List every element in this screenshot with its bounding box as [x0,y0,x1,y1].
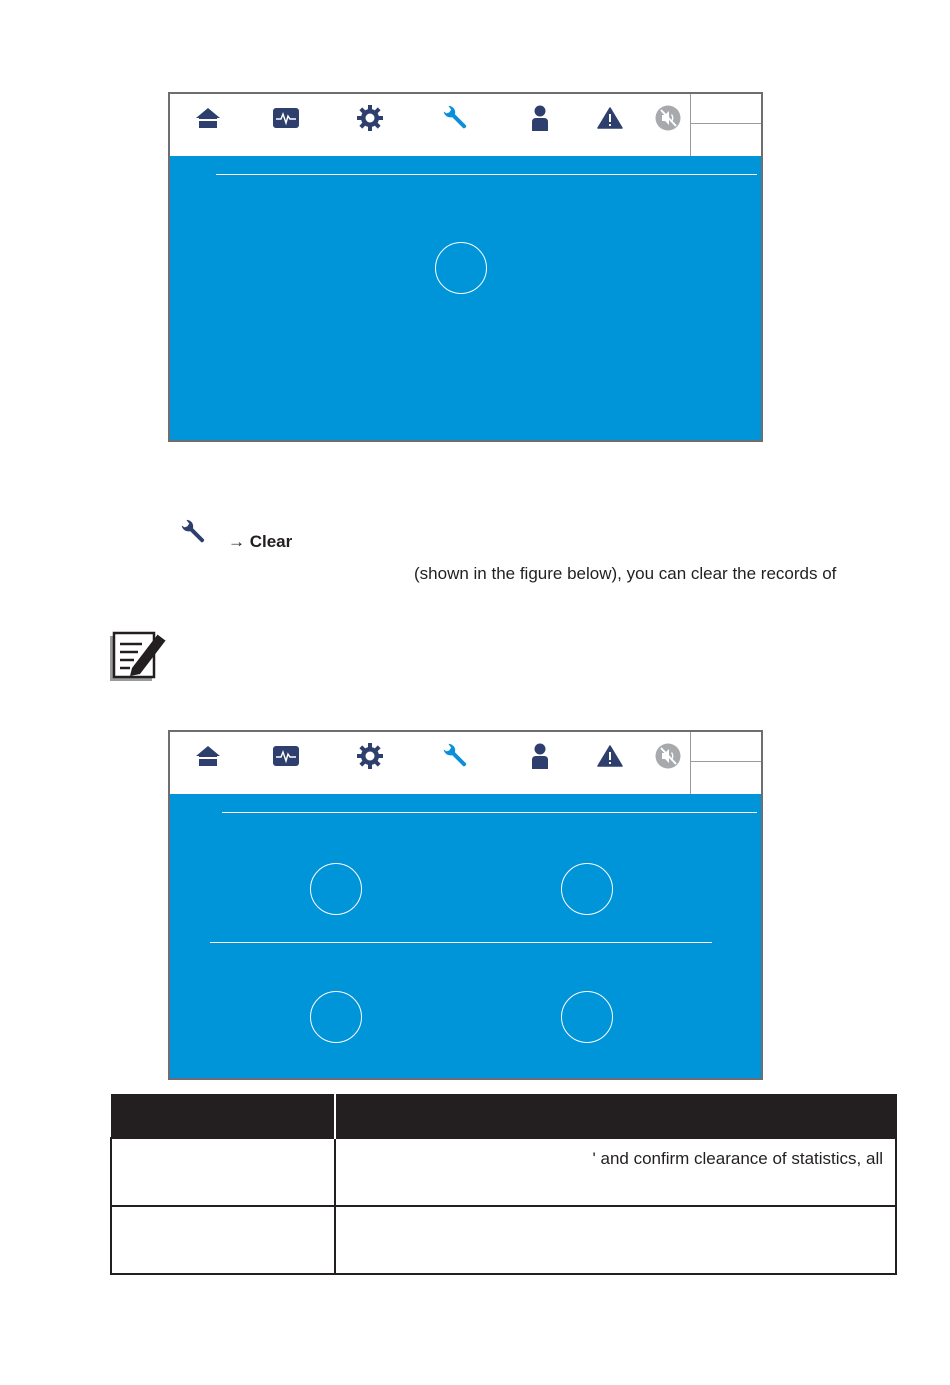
home-icon[interactable] [194,104,222,132]
monitor-icon[interactable] [272,104,300,132]
panel-divider [216,174,757,175]
settings-gear-icon[interactable] [356,742,384,770]
user-icon[interactable] [526,104,554,132]
table-cell-text: ' and confirm clearance of statistics, all [592,1149,883,1168]
clear-events-button[interactable] [310,991,362,1043]
mute-icon[interactable] [654,742,682,770]
panel-divider-top [222,812,757,813]
clear-history-button[interactable] [561,863,613,915]
clear-statistics-button[interactable] [310,863,362,915]
mute-icon[interactable] [654,104,682,132]
monitor-icon[interactable] [272,742,300,770]
warning-icon[interactable] [596,742,624,770]
table-header-cell [111,1095,335,1139]
table-header-row [111,1095,896,1139]
table-header-cell [335,1095,896,1139]
screen-maintenance-top [168,92,763,442]
toolbar-status-box [690,732,761,794]
toolbar [170,94,761,156]
toolbar-status-box [690,94,761,156]
maintenance-wrench-icon[interactable] [440,742,468,770]
clear-logs-button[interactable] [561,991,613,1043]
clear-records-panel [170,794,761,1078]
home-icon[interactable] [194,742,222,770]
table-cell [335,1206,896,1274]
toolbar [170,732,761,794]
note-icon [108,630,170,689]
clear-options-table [110,1094,897,1275]
warning-icon[interactable] [596,104,624,132]
table-cell [111,1138,335,1206]
clear-action-button[interactable] [435,242,487,294]
wrench-icon [178,518,206,551]
screen-clear-records [168,730,763,1080]
table-row [111,1138,896,1206]
panel-divider-middle [210,942,712,943]
user-icon[interactable] [526,742,554,770]
maintenance-wrench-icon[interactable] [440,104,468,132]
table-cell [335,1138,896,1206]
settings-gear-icon[interactable] [356,104,384,132]
table-row [111,1206,896,1274]
body-text-line: (shown in the figure below), you can clear the records of [414,564,837,583]
maintenance-panel [170,156,761,440]
table-cell [111,1206,335,1274]
step-arrow-label: → Clear [228,532,293,551]
